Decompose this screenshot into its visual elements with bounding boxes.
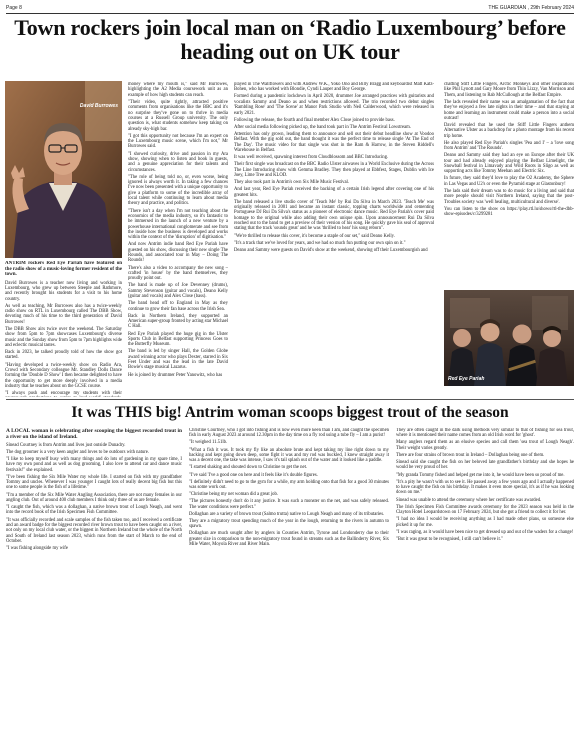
article2-paragraph: "I like to keep myself busy with many things and do lots of gardening in my spare time, I have my own pond and as well as dog grooming, I also love to attend car and dance music festivals!" she explained. — [6, 456, 182, 473]
header-rule — [6, 13, 574, 14]
article2-column-1 — [6, 428, 182, 733]
article1-paragraph: "I always push and encourage my students with their — [5, 391, 122, 397]
article1-paragraph: Back in 2023, he talked proudly told of how the show got started. — [5, 350, 122, 361]
article1-paragraph: After social media following picked up, the band took part in The Antrim Festival Lowstream. — [234, 124, 411, 130]
article1-paragraph: "It's a track that we've loved for years, and we had so much fun putting our own spin on it." — [234, 240, 406, 246]
article2-paragraph: "Christine being my net woman did a great job. — [189, 492, 279, 498]
article1-paragraph: Back in Northern Ireland, they supported an American super-group fronted by acting star Michael C Hall. — [128, 313, 228, 330]
article1-paragraph: "We're thrilled to release this cover, it's become a staple of our set," said Deano Kelly. — [234, 233, 395, 239]
article2-paragraph: The dog groomer is a very keen angler and loves to be outdoors with nature. — [6, 449, 150, 455]
article2-paragraph: "I definitely didn't need to go to the gym for a while, my arm holding onto that fish for a good 30 minutes was some work out. — [189, 479, 389, 491]
article1-paragraph: The lads revealed their name was an amalgamation of the fact that they've enjoyed a few late nights in their time – and that staying at home and learning an instrument could make a person into a social outcast! — [444, 99, 574, 121]
article2-paragraph: "I was raging, as it would have been nice to get dressed up and out of the waders for a change! — [396, 529, 574, 535]
article1-paragraph: Deano and Sammy said they had an eye on Europe after their UK tour and had already enjoyed playing the Belfast Limelight, the Snowball festival in Limavady and Wild Roots in Sligo as well as supporting acts like Tommy Meehan and Electric Six. — [444, 153, 574, 175]
article2-paragraph: "But it was great to be recognised, I still can't believe it." — [396, 536, 503, 542]
article2-paragraph: Sinead Courtney is from Antrim and lives just outside Dunadry. — [6, 442, 126, 448]
article1-column-1 — [5, 261, 122, 397]
article1-paragraph: Attention has only grown, leading them to announce and sell out their debut headline show at Voodoo Belfast. With the gig sold out, the band thought it was the perfect time to release single 'At The End of The Day'. The music video for that single was shot in the Ram & Harrow, in the Steven Riddell's Warehouse in Belfast. — [234, 131, 434, 153]
article2-paragraph: They are often caught in the dark using methods very similar to that of fishing for sea trout, where it is mentioned their name comes from an old Irish word for 'ghost'. — [396, 428, 574, 439]
article1-paragraph: The band is led by singer Hall, the Golden Globe award winning actor who plays Dexter, starred in Six Feet Under and was the lead in the late David Bowie's stage musical Lazarus. — [128, 349, 228, 371]
article1-paragraph: The band is made up of Joe Devenney (drums), Sammy Stevenson (guitar and vocals), Deano Kelly (guitar and vocals) and Alex Close (bass). — [128, 283, 228, 300]
article2-paragraph: "I was fishing alongside my wife — [6, 546, 68, 552]
article1-paragraph: Their first single was broadcast on the BBC Radio Ulster airwaves in a World Exclusive during the Across The Line Introducing show with Gemma Bradley. They then played at Ebbfest, Stages, Dublin with Ice Joey, Lime Tree and KLOD. — [234, 162, 434, 178]
article2-paragraph: "I caught the fish, which was a dollaghan, a native brown trout of Lough Neagh, and went into the record book of the Irish Specimen Fish Committee. — [6, 505, 182, 516]
article2-paragraph: Many anglers regard them as an elusive species and call them 'sea trout of Lough Neagh'. Their weight varies greatly. — [396, 440, 574, 451]
article2-paragraph: Dollaghan are much sought after by anglers in Counties Antrim, Tyrone and Londonderry due to their greater size in comparison to the non-migratory trout found in streams such as the Ballinderry River, Six Mile Water, Moyola River and River Main. — [189, 531, 389, 548]
article2-headline: It was THIS big! Antrim woman scoops biggest trout of the season — [71, 404, 509, 421]
article2-paragraph: "I've said 'I've a good one on here and it feels like it's double figures. — [189, 472, 318, 478]
red-eye-pariah-photo — [444, 290, 574, 386]
david-burrowes-photo — [5, 81, 122, 258]
article1-paragraph: And now Antrim indie band Red Eye Pariah have guested on his show, discussing their new single The Rounds, and associated tour in May – Doing The Rounds! — [128, 242, 228, 264]
article2-paragraph: "My granda Tommy fished and helped get me into it, he would have been so proud of me. — [396, 472, 565, 478]
article1-paragraph: David revealed that he used the Stiff Little Fingers anthem Alternative Ulster as a backdrop for a photo montage from his recent trip home. — [444, 123, 574, 139]
article1-paragraph: As well as teaching, Mr Burrowes also has a twice-weekly radio show on RTL in Luxembourg called The DBB Show, devoting much of his time to the third generation of David Burrowes! — [5, 303, 122, 325]
page-header — [6, 3, 574, 13]
article2-paragraph: The Irish Specimen Fish Committee awards ceremony for the 2023 season was held in the Clayton Hotel Leopardstown on 17 February 2024, but she got a friend to collect it for her. — [396, 504, 574, 516]
article1-paragraph: "The role of being told no, or, even worse, being ignored is always worth it. In taking a few chances I've now been presented with a unique opportunity to give a platform to some of the incredible array of local talent while continuing to learn about media theory and practice, and politics. — [128, 174, 228, 207]
article1-paragraph: They also took part in Antrim's own Six Mile Music Festival. — [234, 180, 350, 186]
article1-paragraph: The DBB Show airs twice over the weekend. The Saturday show from 5pm to 7pm showcases Luxembourg's diverse music and the Sunday show from 5pm to 7pm highlights wide and eclectic musical tastes. — [5, 326, 122, 348]
article1-paragraph: Deano and Sammy were guests on David's show at the weekend, showing off their Luxembourgish and — [234, 247, 428, 253]
article1-paragraph: Red Eye Pariah played the huge gig in the Ulster Sports Club in Belfast supporting Princess Goes to the Butterfly Museum. — [128, 331, 228, 348]
article2-paragraph: Dollaghan are a variety of brown trout (Salmo trutta) native to Lough Neagh and many of its tributaries. — [189, 511, 385, 517]
article2-column-2 — [189, 428, 389, 733]
article2-paragraph: "It's a pity he wasn't with us to see it. He passed away a few years ago and I actually happened to have caught the fish on his birthday. It makes it even more special, it's as if he was looking down on me." — [396, 479, 574, 496]
article1-paragraph: "There isn't a day when I'm not teaching about the economics of the media industry, so it's fantastic to be immersed in the launch of a new venture by a powerhouse international conglomerate and see from the inside how the business is developed and works within the context of the 'disruption' of digitisation." — [128, 208, 228, 241]
article2-paragraph: Sinead was unable to attend the ceremony where her certificate was awarded. — [396, 497, 542, 503]
article1-paragraph: It was well received, spawning interest from Cloudblossom and BBC Introducing. — [234, 155, 389, 161]
article1-paragraph: Formed during a pandemic lockdown in April 2020, drummer Joe arranged practices with guitarists and vocalists Sammy and Deano as and when restrictions allowed. The trio recorded two debut singles 'Rambling Rose' and 'The Scene' at Manor Park Studio with Neil Calderwood, which were released in early 2021. — [234, 94, 434, 116]
article1-paragraph: The band head off to England in May as they continue to grow their fan base across the Irish Sea. — [128, 301, 228, 312]
photo2-caption: Red Eye Pariah — [448, 376, 485, 382]
article2-paragraph: "What a fish it was. It took my fly like an absolute brute and kept taking my line right down to my backing and kept going down deep, some fight it was and my rod was buckled, I knew straight away it was a decent one, the take was intense, I saw it's tail splash out of the water and it looked like a paddle. — [189, 447, 389, 464]
page-number: Page 8 — [6, 5, 22, 11]
article2-paragraph: "I had no idea I would be receiving anything as I had made other plans, so someone else picked it up for me. — [396, 517, 574, 528]
article1-paragraph: And last year, Red Eye Pariah received the backing of a certain Irish legend after covering one of his greatest hits. — [234, 187, 434, 198]
article1-paragraph: You can listen to the show on https://play.rtl.lu/shows/rtl-the-dbb-show-episodes/c/3299281 — [444, 206, 574, 218]
band-illustration — [444, 290, 574, 386]
article2-paragraph: "I've been fishing the Six Mile Water my whole life. I started on fish with my grandfather Tommy and uncles. Whenever I was younger I caught lots of really decent big fish but this one to some people is the fish of a lifetime." — [6, 474, 182, 491]
section-divider — [6, 399, 574, 400]
article1-paragraph: In future, they said they'd love to play the O2 Academy, the Sphere in Las Vegas and U2's or even the Pyramid stage at Glastonbury! — [444, 176, 574, 187]
article2-paragraph: "It weighed 11.51lb. — [189, 440, 228, 446]
article1-paragraph: Following the release, the fourth and final member Alex Close joined to provide bass. — [234, 117, 395, 123]
article2-paragraph: "It was officially recorded and scale samples of the fish taken too, and I received a certificate and an award badge for the biggest recorded river brown trout to have been caught on a river, not only on my local club water, or the biggest in Northern Ireland but the whole of the North and South of Ireland last season 2023, which runs from the start of March to the end of October. — [6, 517, 182, 544]
article1-column-4 — [444, 82, 574, 286]
article2-paragraph: "I'm a member of the Six Mile Water Angling Association, there are not many females in our angling club. Out of around 400 club members I think only three of us are female. — [6, 492, 182, 503]
article1-paragraph: played in The Wallflowers and with Andrew W.K., Yoko Ono and Billy Bragg and keyboardist Matt Katz-Bohen, who has worked with Blondie, Cyndi Lauper and Boy George. — [234, 82, 434, 93]
article2-paragraph: "The pictures honestly don't do it any justice. It was such a monster on the net, and was safely released. The water conditions were perfect." — [189, 499, 389, 510]
article2-paragraph: Sinead said she caught the fish on her beloved late grandfather's birthday and she hopes he would be very proud of her. — [396, 460, 574, 471]
article1-paragraph: The band released a live studio cover of 'Teach Me' by Rui Da Silva in March 2023. 'Teach Me' was originally released in 2001 and became an instant classic, topping charts worldwide and cementing Portuguese DJ Rui Da Silva's status as a pioneer of electronic dance music. Red Eye Pariah's cover paid homage to the original while also adding their own unique spin. Upon announcement Rui Da Silva reached out to the band to get a preview of their version of his song. He quickly gave his seal of approval stating that the track 'sounds great' and he was 'thrilled to hear' his song reborn". — [234, 199, 434, 232]
article1-column-3 — [234, 82, 434, 397]
article1-paragraph: "I showed curiosity, drive and passion in my Ara show, showing when to listen and book in guests, and a genuine appreciation for their talents and circumstances. — [128, 151, 228, 173]
article1-paragraph: "Their video, quite rightly, attracted positive comments from organisations like the BBC and it's no surprise they've gone on to thrive in media courses at a Russell Group university. The only question is, what students somehow keep taking on already sky-high bar. — [128, 99, 228, 132]
photo1-caption: David Burrowes — [79, 103, 118, 109]
article1-paragraph: He also played Red Eye Pariah's singles 'Pea and I' – a 'love song from Antrim' and 'The Rounds'. — [444, 140, 574, 152]
article2-paragraph: "I started shaking and shouted down to Christine to get the net. — [189, 465, 308, 471]
article2-lead-paragraph: A LOCAL woman is celebrating after scooping the biggest recorded trout in a river on the island of Ireland. — [6, 428, 182, 441]
article1-headline: Town rockers join local man on ‘Radio Luxembourg’ before heading out on UK tour — [14, 15, 566, 64]
article2-column-3 — [396, 428, 574, 733]
article2-paragraph: They are a migratory trout spending much of the year in the lough, returning to the rivers in autumn to spawn. — [189, 518, 389, 530]
masthead: THE GUARDIAN , 29th February 2024 — [488, 5, 574, 11]
article1-paragraph: He is joined by drummer Peter Yanowitz, who has — [128, 372, 223, 378]
article2-paragraph: There are four strains of brown trout in Ireland – Dollaghan being one of them. — [396, 452, 545, 458]
article1-paragraph: The lads said their dream was to do music for a living and said that more people should visit Northern Ireland, saying that the post-Troubles society was 'well healing, multicultural and diverse'. — [444, 188, 574, 205]
article1-paragraph: David Burrowes is a teacher now living and working in Luxembourg, who grew up between Steeple and Rathmore, and recently brought his students for a visit to his home country. — [5, 280, 122, 302]
article2-paragraph: Christine Courtney, who I got into fishing and is now even more keen than I am, and caught the specimen fish in early August 2023 at around 12.30pm in the day time on a fly rod using a tube fly – I am a purist! — [189, 428, 389, 439]
article1-paragraph: chatting Stiff Little Fingers, Arctic Monkeys and other inspirations like Phil Lynott and Gary Moore from Thin Lizzy, Van Morrison and Them, and listening to Rab McCullough at the Belfast Empire. — [444, 82, 574, 98]
article1-paragraph: "Having developed a twice-weekly show on Radio Ara, Crowd with Secondary colleague Mr. Standley Dolls Dance forming the 'Double D Show' I then became delighted to have the opportunity to get more deeply involved in a media industry that he teaches about on the GCSE course. — [5, 362, 122, 389]
article1-lead-paragraph: ANTRIM rockers Red Eye Pariah have featured on the radio show of a music-loving former resident of the town. — [5, 261, 122, 278]
article1-paragraph: "I got this opportunity not because I'm an expert on the Luxembourg music scene, which I'm not," Mr Burrowes said. — [128, 133, 228, 150]
article1-column-2 — [128, 82, 228, 397]
article1-paragraph: money where my mouth is," said Mr Burrowes, highlighting the A2 Media coursework unit as an example of how high students can reach. — [128, 82, 228, 98]
article1-paragraph: There's also a video to accompany the new song – crafted 'in house' by the band themselves, they proudly point out. — [128, 265, 228, 282]
